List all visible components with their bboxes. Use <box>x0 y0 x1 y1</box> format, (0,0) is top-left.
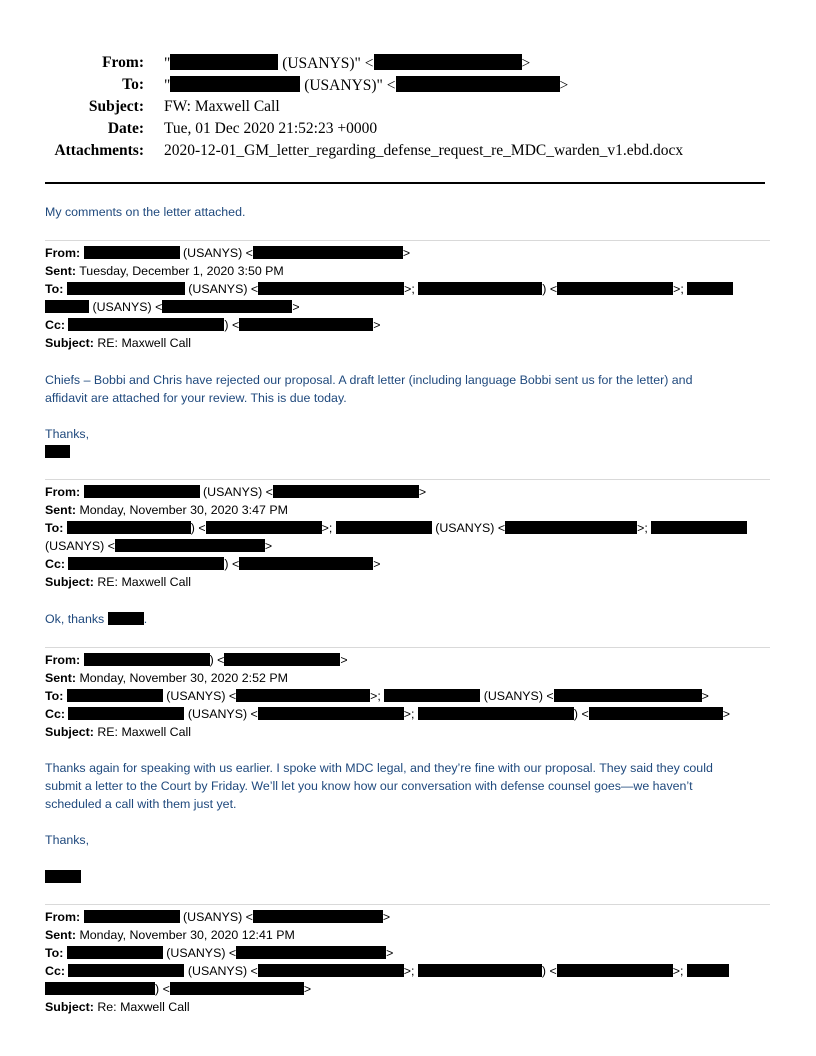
redaction <box>557 964 673 977</box>
redaction <box>206 521 322 534</box>
redaction <box>258 282 404 295</box>
redaction <box>253 910 383 923</box>
redaction <box>239 318 373 331</box>
redaction <box>687 964 729 977</box>
header-divider <box>45 182 765 184</box>
redaction <box>68 964 184 977</box>
redaction <box>589 707 723 720</box>
redaction <box>253 246 403 259</box>
redaction <box>258 707 404 720</box>
separator <box>45 647 770 648</box>
redaction <box>170 982 304 995</box>
redaction <box>68 318 224 331</box>
redaction <box>67 946 163 959</box>
redaction <box>418 707 574 720</box>
redaction <box>236 689 370 702</box>
separator <box>45 240 770 241</box>
redaction <box>418 282 542 295</box>
redaction <box>396 76 560 92</box>
email-1-subject: RE: Maxwell Call <box>97 336 191 350</box>
email-2-subject: RE: Maxwell Call <box>97 575 191 589</box>
redaction <box>68 557 224 570</box>
redaction <box>170 54 278 70</box>
redaction <box>418 964 542 977</box>
email-3-body: Thanks again for speaking with us earlier. I spoke with MDC legal, and they’re fine with our proposal. They said they could submit a letter to the Court by Friday. We’ll let you know how our conversation with defense counsel goes—we haven’t scheduled a call with them just yet. <box>45 761 713 811</box>
header-attachments-row <box>0 142 800 164</box>
redaction <box>554 689 702 702</box>
redaction <box>374 54 522 70</box>
redaction <box>162 300 292 313</box>
redaction <box>84 653 210 666</box>
header-to-label: To: <box>122 76 144 93</box>
redaction <box>108 612 144 625</box>
redaction <box>67 689 163 702</box>
email-1-body: Chiefs – Bobbi and Chris have rejected our proposal. A draft letter (including language Bobbi sent us for the letter) and affidavit are attached for your review. This is due today. <box>45 373 693 405</box>
email-2-body: Ok, thanks . <box>45 612 148 626</box>
redaction <box>68 707 184 720</box>
redaction <box>45 445 70 458</box>
redaction <box>505 521 637 534</box>
email-2-sent: Monday, November 30, 2020 3:47 PM <box>79 503 288 517</box>
email-3-signoff: Thanks, <box>45 833 90 847</box>
email-1-signoff: Thanks, <box>45 425 89 461</box>
redaction <box>384 689 480 702</box>
redaction <box>67 282 185 295</box>
redaction <box>45 870 81 883</box>
redaction <box>45 300 89 313</box>
top-message: My comments on the letter attached. <box>45 205 246 219</box>
header-attachments-value[interactable]: 2020-12-01_GM_letter_regarding_defense_request_re_MDC_warden_v1.ebd.docx <box>164 142 684 159</box>
header-subject-row <box>0 98 800 120</box>
redaction <box>84 246 180 259</box>
redaction <box>258 964 404 977</box>
redaction <box>687 282 733 295</box>
redaction <box>651 521 747 534</box>
redaction <box>336 521 432 534</box>
header-from-row <box>0 54 800 76</box>
redaction <box>557 282 673 295</box>
redaction <box>84 485 200 498</box>
redaction <box>45 982 155 995</box>
header-subject-value: FW: Maxwell Call <box>164 98 280 115</box>
header-date-label: Date: <box>107 120 144 137</box>
redaction <box>67 521 191 534</box>
header-from-label: From: <box>102 54 144 71</box>
header-to-value: " (USANYS)" < > <box>164 77 569 94</box>
email-4-sent: Monday, November 30, 2020 12:41 PM <box>79 928 295 942</box>
redaction <box>236 946 386 959</box>
email-4-subject: Re: Maxwell Call <box>97 1000 190 1014</box>
redaction <box>224 653 340 666</box>
email-1-sent: Tuesday, December 1, 2020 3:50 PM <box>79 264 284 278</box>
email-3-sent: Monday, November 30, 2020 2:52 PM <box>79 671 288 685</box>
header-date-row <box>0 120 800 142</box>
separator <box>45 904 770 905</box>
redaction <box>239 557 373 570</box>
separator <box>45 479 770 480</box>
header-from-value: " (USANYS)" < > <box>164 55 531 72</box>
email-3-signature <box>45 868 81 886</box>
redaction <box>84 910 180 923</box>
email-3-subject: RE: Maxwell Call <box>97 725 191 739</box>
redaction <box>115 539 265 552</box>
header-to-row <box>0 76 800 98</box>
header-attachments-label: Attachments: <box>54 142 144 159</box>
redaction <box>170 76 300 92</box>
redaction <box>273 485 419 498</box>
header-date-value: Tue, 01 Dec 2020 21:52:23 +0000 <box>164 120 378 137</box>
header-subject-label: Subject: <box>88 98 144 115</box>
